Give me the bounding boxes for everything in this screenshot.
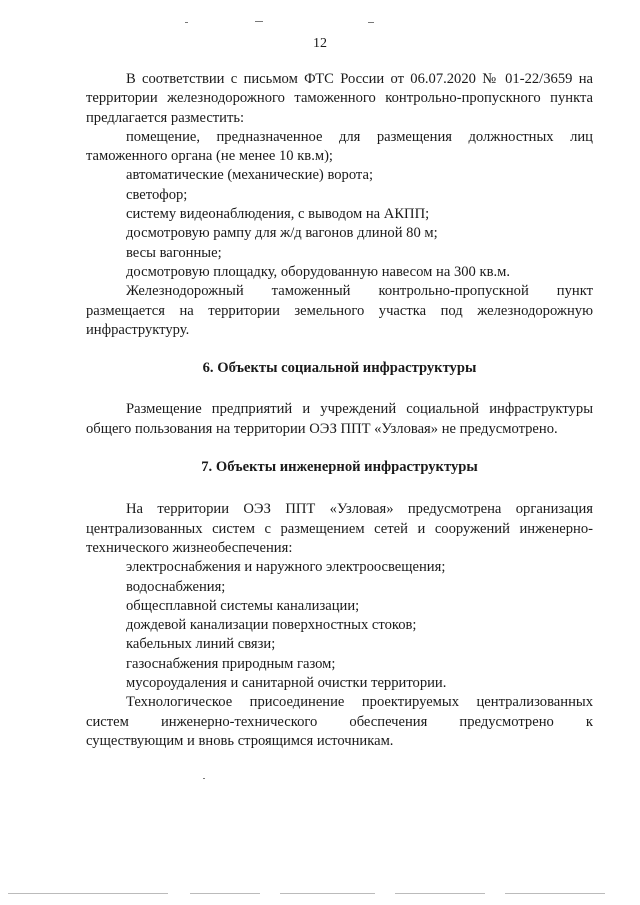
paragraph-fts-letter	[86, 70, 593, 128]
list-item: систему видеонаблюдения, с выводом на АКПП;	[126, 206, 430, 223]
list-item: досмотровую площадку, оборудованную навесом на 300 кв.м.	[126, 263, 511, 280]
scan-artifact	[280, 893, 375, 894]
page-number: 12	[313, 36, 327, 51]
scan-artifact	[203, 778, 205, 779]
scan-artifact	[368, 22, 374, 23]
document-body	[86, 70, 593, 751]
customs-items-list	[86, 166, 593, 282]
scan-artifact	[190, 893, 260, 894]
section-6-heading: 6. Объекты социальной инфраструктуры	[202, 360, 477, 377]
list-item: дождевой канализации поверхностных стоков;	[126, 617, 417, 634]
text-line: централизованных систем с размещением сетей и сооружений инженерно-	[86, 520, 593, 537]
scan-artifact	[185, 22, 188, 23]
text-line: На территории ОЭЗ ППТ «Узловая» предусмотрена организация	[126, 501, 593, 518]
section-6-paragraph	[86, 400, 593, 439]
list-item: газоснабжения природным газом;	[126, 655, 336, 672]
text-line: общего пользования на территории ОЭЗ ППТ «Узловая» не предусмотрено.	[86, 420, 558, 437]
scan-artifact	[255, 21, 263, 22]
scan-artifact	[8, 893, 168, 894]
list-item: водоснабжения;	[126, 578, 226, 595]
scan-artifact	[395, 893, 485, 894]
text-line: Технологическое присоединение проектируемых централизованных	[126, 694, 593, 711]
scan-artifact	[505, 893, 605, 894]
list-item: светофор;	[126, 186, 188, 203]
text-line: помещение, предназначенное для размещения должностных лиц	[126, 128, 593, 145]
text-line: территории железнодорожного таможенного контрольно-пропускного пункта	[86, 90, 593, 107]
list-item: досмотровую рампу для ж/д вагонов длиной 80 м;	[126, 225, 438, 242]
list-item: автоматические (механические) ворота;	[126, 167, 374, 184]
list-item: мусороудаления и санитарной очистки территории.	[126, 675, 447, 692]
list-item-room	[86, 128, 593, 167]
text-line: размещается на территории земельного участка под железнодорожную	[86, 302, 593, 319]
text-line: таможенного органа (не менее 10 кв.м);	[86, 148, 333, 165]
text-line: существующим и вновь строящимся источникам.	[86, 732, 394, 749]
section-7-closing	[86, 693, 593, 751]
paragraph-checkpoint	[86, 282, 593, 340]
list-item: кабельных линий связи;	[126, 636, 276, 653]
text-line: Размещение предприятий и учреждений социальной инфраструктуры	[126, 401, 593, 418]
text-line: предлагается разместить:	[86, 109, 245, 126]
text-line: технического жизнеобеспечения:	[86, 539, 293, 556]
section-7-heading: 7. Объекты инженерной инфраструктуры	[201, 459, 478, 476]
text-line: систем инженерно-технического обеспечения предусмотрено к	[86, 713, 593, 730]
list-item: общесплавной системы канализации;	[126, 597, 360, 614]
list-item: электроснабжения и наружного электроосвещения;	[126, 559, 446, 576]
engineering-systems-list	[86, 558, 593, 693]
section-7-paragraph	[86, 500, 593, 558]
text-line: инфраструктуру.	[86, 321, 190, 338]
list-item: весы вагонные;	[126, 244, 222, 261]
text-line: В соответствии с письмом ФТС России от 06.07.2020 № 01-22/3659 на	[126, 71, 593, 87]
text-line: Железнодорожный таможенный контрольно-пропускной пункт	[126, 283, 593, 300]
